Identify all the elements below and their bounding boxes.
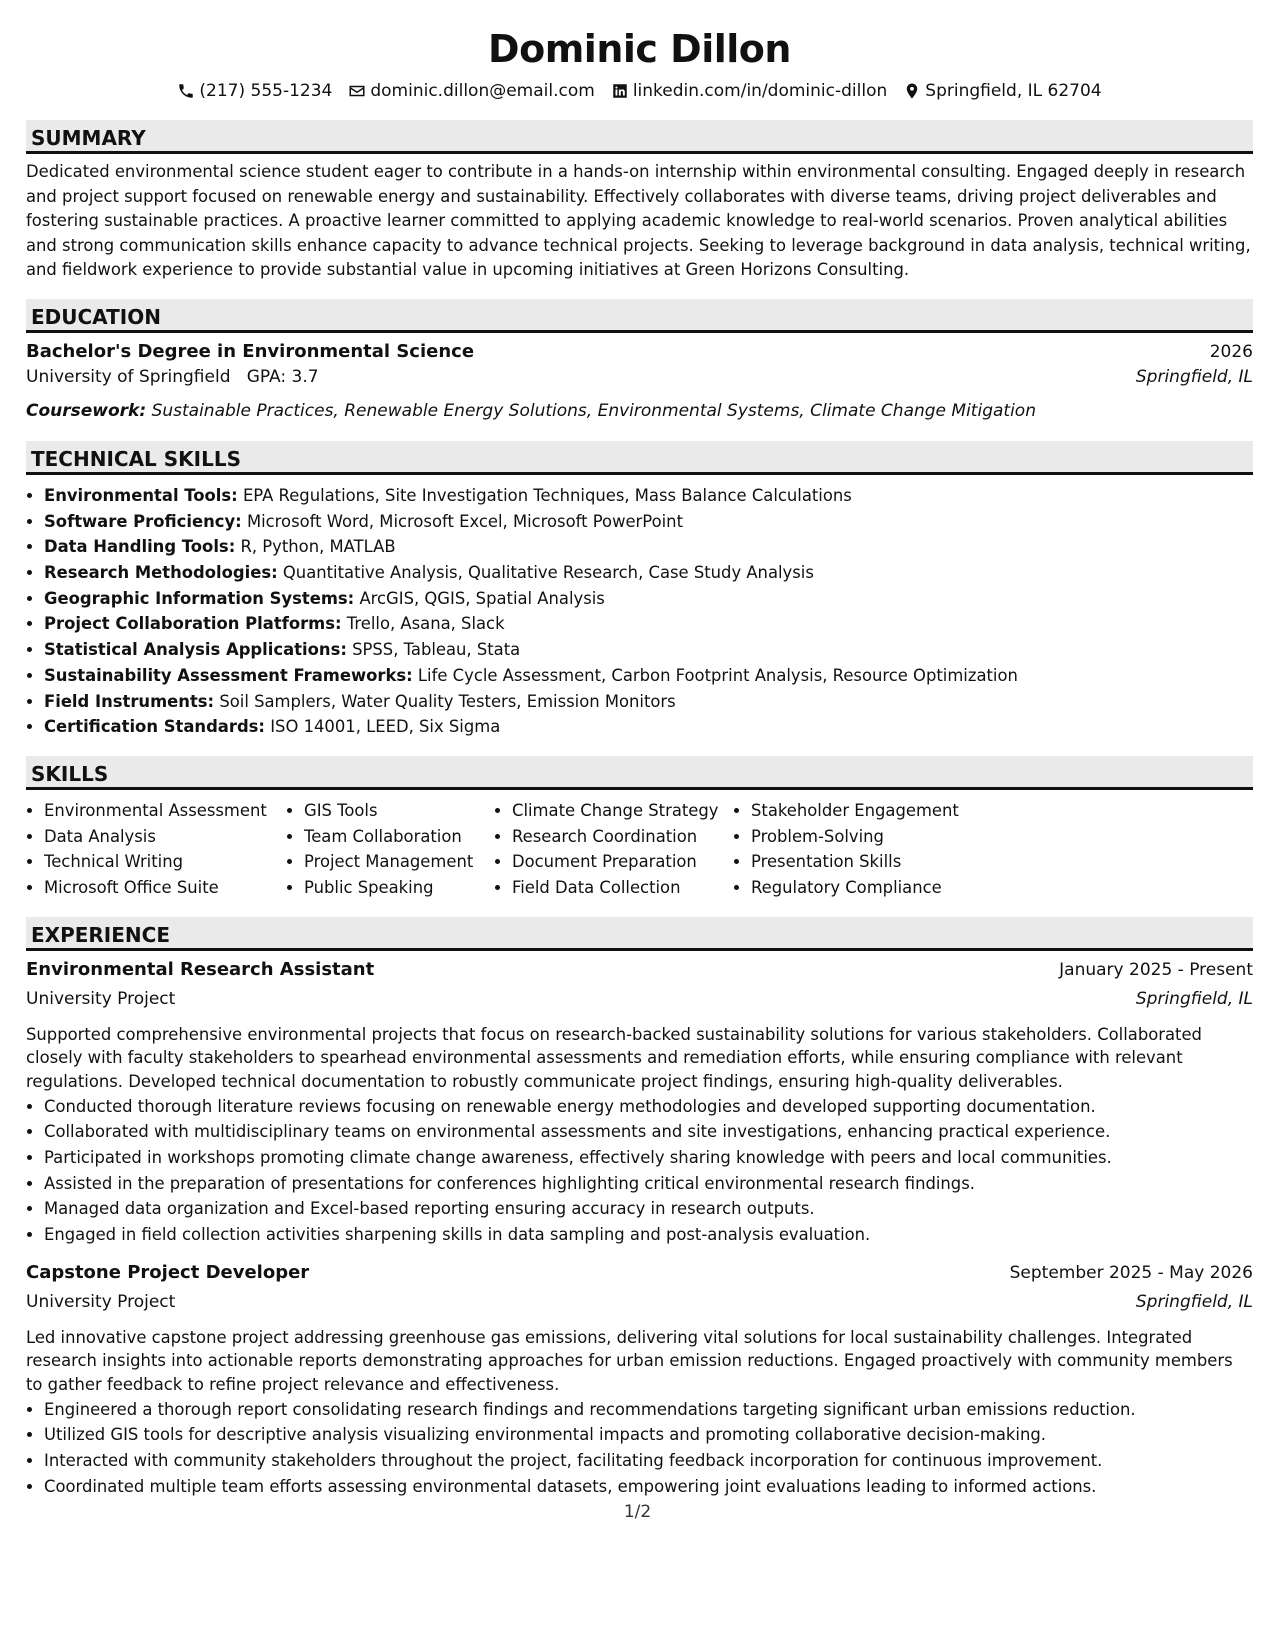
- job-entry: [26, 1262, 1253, 1500]
- list-item: • Assisted in the preparation of presentations for conferences highlighting critical environmental research findings.: [44, 1171, 1253, 1197]
- list-item: [44, 663, 1253, 689]
- list-item: • Field Data Collection: [512, 875, 733, 901]
- list-item: • Engaged in field collection activities sharpening skills in data sampling and post-analysis evaluation.: [44, 1222, 1253, 1248]
- list-item: • Document Preparation: [512, 849, 733, 875]
- contact-email[interactable]: [348, 81, 594, 101]
- skills-grid: [26, 798, 1253, 901]
- school-location: Springfield, IL: [1135, 366, 1253, 387]
- skill-category: Statistical Analysis Applications:: [44, 640, 347, 660]
- job-sub-row: [26, 1292, 1253, 1322]
- list-item: [44, 586, 1253, 612]
- skill-category: Geographic Information Systems:: [44, 588, 355, 608]
- list-item: • Regulatory Compliance: [751, 875, 1011, 901]
- job-dates: September 2025 - May 2026: [1009, 1262, 1253, 1283]
- contact-linkedin[interactable]: [611, 81, 887, 101]
- job-location: Springfield, IL: [1135, 988, 1253, 1009]
- skill-values: Microsoft Word, Microsoft Excel, Microsoft PowerPoint: [246, 511, 683, 531]
- skill-category: Environmental Tools:: [44, 485, 238, 505]
- list-item: • Climate Change Strategy: [512, 798, 733, 824]
- skill-values: Quantitative Analysis, Qualitative Research, Case Study Analysis: [282, 563, 814, 583]
- list-item: • Stakeholder Engagement: [751, 798, 1011, 824]
- location-text: Springfield, IL 62704: [925, 81, 1102, 101]
- education-heading: EDUCATION: [26, 299, 1253, 333]
- list-item: [44, 534, 1253, 560]
- skill-values: ISO 14001, LEED, Six Sigma: [270, 717, 501, 737]
- skill-values: SPSS, Tableau, Stata: [352, 640, 521, 660]
- list-item: • Project Management: [304, 849, 494, 875]
- skill-values: Life Cycle Assessment, Carbon Footprint Analysis, Resource Optimization: [417, 665, 1018, 685]
- list-item: • Engineered a thorough report consolidating research findings and recommendations targeting significant urban emissions reduction.: [44, 1397, 1253, 1423]
- list-item: • Coordinated multiple team efforts assessing environmental datasets, empowering joint evaluations leading to informed actions.: [44, 1474, 1253, 1500]
- skill-category: Project Collaboration Platforms:: [44, 614, 342, 634]
- gpa: GPA: 3.7: [246, 366, 319, 387]
- skill-category: Field Instruments:: [44, 691, 215, 711]
- list-item: • Collaborated with multidisciplinary teams on environmental assessments and site investigations, enhancing practical experience.: [44, 1119, 1253, 1145]
- job-location: Springfield, IL: [1135, 1291, 1253, 1312]
- envelope-icon: [348, 82, 366, 100]
- education-sub-row: [26, 367, 1253, 397]
- contact-bar: [26, 78, 1253, 104]
- list-item: • Interacted with community stakeholders throughout the project, facilitating feedback incorporation for continuous improvement.: [44, 1448, 1253, 1474]
- skill-values: Trello, Asana, Slack: [346, 614, 505, 634]
- linkedin-icon: [611, 82, 629, 100]
- list-item: • Environmental Assessment: [44, 798, 286, 824]
- email-text: dominic.dillon@email.com: [370, 81, 595, 101]
- coursework: [26, 397, 1253, 425]
- skills-column: [733, 798, 1011, 901]
- coursework-list: Sustainable Practices, Renewable Energy Solutions, Environmental Systems, Climate Change Mitigation: [151, 400, 1036, 421]
- skills-column: [494, 798, 733, 901]
- list-item: • Data Analysis: [44, 824, 286, 850]
- list-item: • Participated in workshops promoting climate change awareness, effectively sharing knowledge with peers and local communities.: [44, 1145, 1253, 1171]
- list-item: • Team Collaboration: [304, 824, 494, 850]
- summary-text: Dedicated environmental science student eager to contribute in a hands-on internship within environmental consulting. Engaged deeply in research and project support focused on renewable energy and sustainability. Effectively collaborates with diverse teams, driving project deliverables and fostering sustainable practices. A proactive learner committed to applying academic knowledge to real-world scenarios. Proven analytical abilities and strong communication skills enhance capacity to advance technical projects. Seeking to leverage background in data analysis, technical writing, and fieldwork experience to provide substantial value in upcoming initiatives at Green Horizons Consulting.: [26, 162, 1251, 280]
- list-item: [44, 714, 1253, 740]
- experience-heading: EXPERIENCE: [26, 917, 1253, 951]
- linkedin-text: linkedin.com/in/dominic-dillon: [632, 81, 888, 101]
- list-item: [44, 689, 1253, 715]
- list-item: • Conducted thorough literature reviews focusing on renewable energy methodologies and developed supporting documentation.: [44, 1094, 1253, 1120]
- list-item: • Problem-Solving: [751, 824, 1011, 850]
- list-item: [44, 637, 1253, 663]
- contact-phone[interactable]: [177, 81, 332, 101]
- job-organization: University Project: [26, 1291, 176, 1312]
- skill-values: ArcGIS, QGIS, Spatial Analysis: [359, 588, 605, 608]
- graduation-year: 2026: [1209, 341, 1253, 362]
- job-title-row: [26, 1262, 1253, 1292]
- technical-skills-list: [26, 483, 1253, 740]
- list-item: • Research Coordination: [512, 824, 733, 850]
- job-organization: University Project: [26, 988, 176, 1009]
- job-title-row: [26, 959, 1253, 989]
- skills-column: [286, 798, 494, 901]
- job-description: Led innovative capstone project addressing greenhouse gas emissions, delivering vital solutions for local sustainability challenges. Integrated research insights into actionable reports demonstrating approaches for urban emission reductions. Engaged proactively with community members to gather feedback to refine project relevance and effectiveness.: [26, 1327, 1233, 1394]
- skills-heading: SKILLS: [26, 756, 1253, 790]
- list-item: • Presentation Skills: [751, 849, 1011, 875]
- school-name: University of Springfield: [26, 366, 231, 387]
- list-item: • Utilized GIS tools for descriptive analysis visualizing environmental impacts and promoting collaborative decision-making.: [44, 1422, 1253, 1448]
- phone-text: (217) 555-1234: [199, 81, 333, 101]
- school-info: [26, 367, 319, 387]
- resume-page: [26, 0, 1253, 1499]
- page-number: 1/2: [623, 1502, 652, 1522]
- job-bullets: [26, 1397, 1253, 1500]
- list-item: • Managed data organization and Excel-based reporting ensuring accuracy in research outputs.: [44, 1196, 1253, 1222]
- skill-category: Certification Standards:: [44, 717, 265, 737]
- job-entry: [26, 959, 1253, 1248]
- list-item: • Technical Writing: [44, 849, 286, 875]
- job-description: Supported comprehensive environmental projects that focus on research-backed sustainability solutions for various stakeholders. Collaborated closely with faculty stakeholders to spearhead environmental assessments and remediation efforts, while ensuring compliance with relevant regulations. Developed technical documentation to robustly communicate project findings, ensuring high-quality deliverables.: [26, 1024, 1202, 1091]
- contact-location: [903, 81, 1101, 101]
- skill-category: Research Methodologies:: [44, 563, 278, 583]
- job-title: Environmental Research Assistant: [26, 958, 375, 980]
- skills-column: [26, 798, 286, 901]
- list-item: • GIS Tools: [304, 798, 494, 824]
- job-title: Capstone Project Developer: [26, 1261, 310, 1283]
- job-bullets: [26, 1094, 1253, 1248]
- list-item: [44, 560, 1253, 586]
- list-item: [44, 611, 1253, 637]
- candidate-name: Dominic Dillon: [488, 27, 791, 71]
- skill-category: Software Proficiency:: [44, 511, 242, 531]
- technical-skills-heading: TECHNICAL SKILLS: [26, 441, 1253, 475]
- map-pin-icon: [903, 82, 921, 100]
- summary-heading: SUMMARY: [26, 120, 1253, 154]
- skill-category: Sustainability Assessment Frameworks:: [44, 665, 413, 685]
- list-item: • Public Speaking: [304, 875, 494, 901]
- list-item: [44, 509, 1253, 535]
- coursework-label: Coursework:: [26, 400, 147, 421]
- phone-icon: [177, 82, 195, 100]
- skill-values: R, Python, MATLAB: [240, 537, 396, 557]
- job-sub-row: [26, 989, 1253, 1019]
- skill-values: Soil Samplers, Water Quality Testers, Emission Monitors: [219, 691, 676, 711]
- list-item: [44, 483, 1253, 509]
- list-item: • Microsoft Office Suite: [44, 875, 286, 901]
- degree-title: Bachelor's Degree in Environmental Science: [26, 340, 475, 362]
- job-dates: January 2025 - Present: [1059, 959, 1253, 980]
- education-title-row: [26, 341, 1253, 367]
- skill-values: EPA Regulations, Site Investigation Techniques, Mass Balance Calculations: [242, 485, 852, 505]
- skill-category: Data Handling Tools:: [44, 537, 236, 557]
